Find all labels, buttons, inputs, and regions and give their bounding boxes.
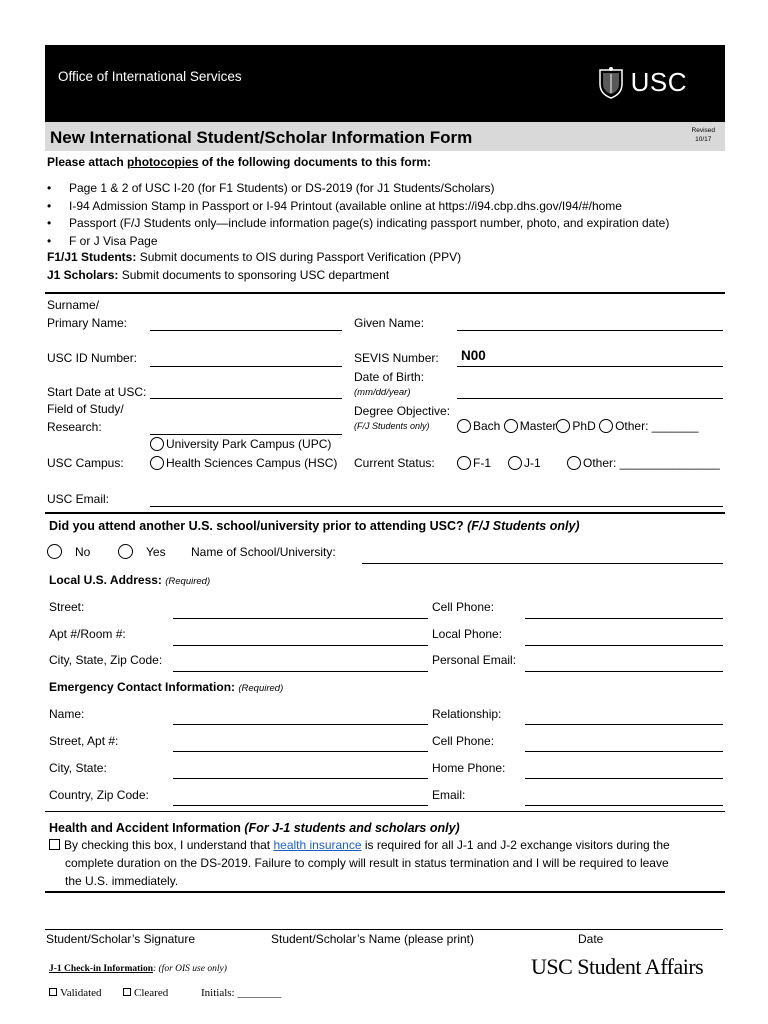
cell-phone-label: Cell Phone: xyxy=(432,600,495,614)
f1j1-text: Submit documents to OIS during Passport Verification (PPV) xyxy=(136,250,462,264)
prior-school-yes[interactable] xyxy=(118,544,166,559)
radio-icon[interactable] xyxy=(457,419,471,433)
home-phone-label: Home Phone: xyxy=(432,761,506,775)
prior-school-note: (F/J Students only) xyxy=(467,519,580,533)
emergency-city-label: City, State: xyxy=(49,761,107,775)
radio-icon[interactable] xyxy=(150,437,164,451)
attach-intro-link: photocopies xyxy=(127,155,199,169)
status-option-label: J-1 xyxy=(524,456,541,470)
cleared-checkbox[interactable] xyxy=(123,988,131,996)
prior-school-question xyxy=(49,519,580,533)
section-divider xyxy=(45,811,725,812)
f1j1-label: F1/J1 Students: xyxy=(47,250,137,264)
prior-school-yes-label: Yes xyxy=(146,545,166,559)
student-affairs-logo: USC Student Affairs xyxy=(531,954,704,979)
document-list xyxy=(47,180,669,250)
health-heading xyxy=(49,821,460,835)
degree-option-label: Master xyxy=(519,419,557,433)
checkin-note: : (for OIS use only) xyxy=(152,964,227,974)
revised-label: Revised xyxy=(691,127,715,134)
emergency-country-field[interactable] xyxy=(173,805,428,806)
usc-email-label: USC Email: xyxy=(47,492,110,506)
emergency-name-field[interactable] xyxy=(173,724,428,725)
list-item: • Page 1 & 2 of USC I-20 (for F1 Students) or DS-2019 (for J1 Students/Scholars) xyxy=(47,180,669,198)
degree-option-phd[interactable] xyxy=(556,419,595,433)
personal-email-label: Personal Email: xyxy=(432,653,517,667)
print-name-label: Student/Scholar’s Name (please print) xyxy=(271,932,474,946)
required-note: (Required) xyxy=(165,576,211,587)
local-address-title: Local U.S. Address: xyxy=(49,573,166,587)
school-name-label: Name of School/University: xyxy=(191,545,336,559)
sevis-value[interactable]: N00 xyxy=(461,348,486,363)
degree-option-label: Other: _______ xyxy=(615,419,699,433)
emergency-cell-field[interactable] xyxy=(525,751,723,752)
form-title: New International Student/Scholar Information Form xyxy=(50,128,473,147)
initials-field[interactable]: Initials: ________ xyxy=(201,987,282,999)
degree-label: Degree Objective: xyxy=(354,404,451,418)
apt-label: Apt #/Room #: xyxy=(49,627,126,641)
dob-label: Date of Birth: xyxy=(354,370,425,384)
radio-icon[interactable] xyxy=(504,419,518,433)
j1-instruction xyxy=(47,268,389,282)
attach-intro-pre: Please attach xyxy=(47,155,128,169)
health-text-line2: complete duration on the DS-2019. Failure to comply will result in status termination and I will be required to leave xyxy=(65,856,669,870)
required-note: (Required) xyxy=(238,683,284,694)
degree-option-other[interactable] xyxy=(599,419,698,433)
start-date-label: Start Date at USC: xyxy=(47,385,147,399)
section-divider xyxy=(45,512,725,514)
degree-option-master[interactable] xyxy=(504,419,557,433)
usc-logo: USC xyxy=(630,67,687,97)
validated-option[interactable] xyxy=(49,987,102,999)
health-text-line3: the U.S. immediately. xyxy=(65,874,179,888)
degree-option-label: Bach xyxy=(473,419,501,433)
section-divider xyxy=(45,891,725,893)
school-name-field[interactable] xyxy=(362,563,723,564)
emergency-cell-label: Cell Phone: xyxy=(432,734,495,748)
signature-label: Student/Scholar’s Signature xyxy=(46,932,195,946)
radio-icon[interactable] xyxy=(508,456,522,470)
apt-field[interactable] xyxy=(173,645,428,646)
section-divider xyxy=(45,292,725,294)
relationship-field[interactable] xyxy=(525,724,723,725)
relationship-label: Relationship: xyxy=(432,707,502,721)
validated-checkbox[interactable] xyxy=(49,988,57,996)
given-name-label: Given Name: xyxy=(354,316,425,330)
street-label: Street: xyxy=(49,600,85,614)
usc-id-field[interactable] xyxy=(150,366,342,367)
emergency-title: Emergency Contact Information: xyxy=(49,680,239,694)
degree-hint: (F/J Students only) xyxy=(354,421,430,431)
degree-option-bach[interactable] xyxy=(457,419,500,433)
field-of-study-field[interactable] xyxy=(150,434,342,435)
list-item: • F or J Visa Page xyxy=(47,233,669,251)
health-text-post: is required for all J-1 and J-2 exchange visitors during the xyxy=(361,838,670,852)
title-bar xyxy=(45,122,725,151)
office-name: Office of International Services xyxy=(58,69,242,84)
emergency-name-label: Name: xyxy=(49,707,85,721)
surname-label-1: Surname/ xyxy=(47,298,100,312)
health-text-pre: By checking this box, I understand that xyxy=(64,838,274,852)
f1j1-instruction xyxy=(47,250,461,264)
city-state-zip-field[interactable] xyxy=(173,671,428,672)
health-checkbox[interactable] xyxy=(49,839,60,850)
status-option-f1[interactable] xyxy=(457,456,491,470)
status-option-j1[interactable] xyxy=(508,456,541,470)
usc-email-field[interactable] xyxy=(150,506,723,507)
emergency-street-label: Street, Apt #: xyxy=(49,734,119,748)
emergency-street-field[interactable] xyxy=(173,751,428,752)
revised-date: 10/17 xyxy=(695,136,712,143)
cleared-option[interactable] xyxy=(123,987,168,999)
usc-seal-icon xyxy=(597,66,625,100)
radio-icon[interactable] xyxy=(599,419,613,433)
prior-school-no[interactable] xyxy=(47,544,90,559)
personal-email-field[interactable] xyxy=(525,671,723,672)
emergency-email-label: Email: xyxy=(432,788,466,802)
header-bar xyxy=(45,45,725,122)
campus-label: USC Campus: xyxy=(47,456,124,470)
j1-text: Submit documents to sponsoring USC department xyxy=(118,268,390,282)
checkin-label: J-1 Check-in Information xyxy=(49,964,153,974)
radio-icon[interactable] xyxy=(556,419,570,433)
radio-icon[interactable] xyxy=(567,456,581,470)
j1-label: J1 Scholars: xyxy=(47,268,119,282)
validated-label: Validated xyxy=(60,987,102,999)
health-insurance-link[interactable]: health insurance xyxy=(273,838,362,852)
street-field[interactable] xyxy=(173,618,428,619)
emergency-heading xyxy=(49,680,283,694)
city-state-zip-label: City, State, Zip Code: xyxy=(49,653,163,667)
list-item: • I-94 Admission Stamp in Passport or I-94 Printout (available online at https://i94.cbp.dhs.gov/I94/#/home xyxy=(47,198,669,216)
surname-label-2: Primary Name: xyxy=(47,316,128,330)
radio-icon[interactable] xyxy=(150,456,164,470)
emergency-email-field[interactable] xyxy=(525,805,723,806)
attach-intro xyxy=(47,155,431,169)
revised-note xyxy=(692,126,715,144)
usc-id-label: USC ID Number: xyxy=(47,351,138,365)
health-title: Health and Accident Information xyxy=(49,821,245,835)
local-address-heading xyxy=(49,573,210,587)
attach-intro-post: of the following documents to this form: xyxy=(198,155,432,169)
local-phone-field[interactable] xyxy=(525,645,723,646)
checkin-info xyxy=(49,964,227,974)
degree-options xyxy=(457,419,698,433)
radio-icon[interactable] xyxy=(457,456,471,470)
field-of-study-label-1: Field of Study/ xyxy=(47,402,124,416)
given-name-field[interactable] xyxy=(457,330,723,331)
cell-phone-field[interactable] xyxy=(525,618,723,619)
radio-icon[interactable] xyxy=(118,544,133,559)
emergency-city-field[interactable] xyxy=(173,778,428,779)
field-of-study-label-2: Research: xyxy=(47,420,102,434)
emergency-country-label: Country, Zip Code: xyxy=(49,788,149,802)
surname-field[interactable] xyxy=(150,330,342,331)
campus-option-label: University Park Campus (UPC) xyxy=(166,437,332,451)
sevis-field[interactable] xyxy=(457,366,723,367)
degree-option-label: PhD xyxy=(572,419,596,433)
status-label: Current Status: xyxy=(354,456,435,470)
campus-option-label: Health Sciences Campus (HSC) xyxy=(166,456,338,470)
local-phone-label: Local Phone: xyxy=(432,627,503,641)
date-label: Date xyxy=(578,932,604,946)
health-agreement xyxy=(49,838,670,852)
status-option-label: Other: _______________ xyxy=(583,456,720,470)
cleared-label: Cleared xyxy=(134,987,169,999)
campus-option-upc[interactable] xyxy=(150,437,331,451)
radio-icon[interactable] xyxy=(47,544,62,559)
start-date-field[interactable] xyxy=(150,398,342,399)
list-item: • Passport (F/J Students only—include information page(s) indicating passport number, photo, and expiration date) xyxy=(47,215,669,233)
dob-field[interactable] xyxy=(457,398,723,399)
dob-hint: (mm/dd/year) xyxy=(354,387,411,398)
campus-option-hsc[interactable] xyxy=(150,456,337,470)
home-phone-field[interactable] xyxy=(525,778,723,779)
status-option-other[interactable] xyxy=(567,456,720,470)
prior-school-question-text: Did you attend another U.S. school/university prior to attending USC? xyxy=(49,519,468,533)
health-note: (For J-1 students and scholars only) xyxy=(244,821,460,835)
sevis-label: SEVIS Number: xyxy=(354,351,439,365)
status-option-label: F-1 xyxy=(473,456,491,470)
prior-school-no-label: No xyxy=(75,545,91,559)
signature-line[interactable] xyxy=(45,929,723,930)
